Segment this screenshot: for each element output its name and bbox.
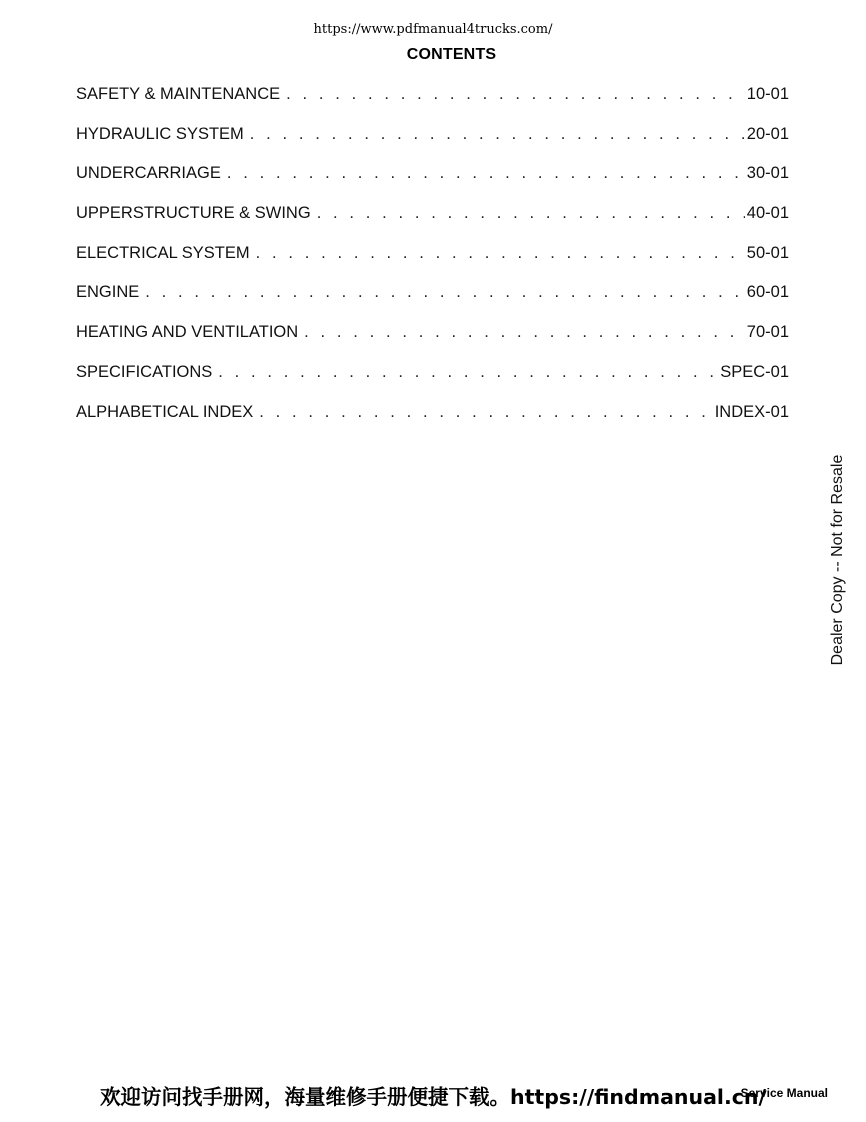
dot-leader [286,85,745,104]
toc-entry-heating-ventilation[interactable] [76,323,789,363]
toc-entry-specifications[interactable] [76,363,789,403]
dot-leader [259,403,712,422]
toc-entry-page: INDEX-01 [714,402,789,421]
dot-leader [218,363,718,382]
toc-entry-alphabetical-index[interactable] [76,403,789,443]
dot-leader [145,283,745,302]
dot-leader [256,244,745,263]
toc-entry-label: ENGINE [76,283,140,302]
toc-entry-label: HYDRAULIC SYSTEM [76,124,244,143]
toc-entry-page: 50-01 [746,243,789,262]
toc-entry-label: ELECTRICAL SYSTEM [76,243,250,262]
dot-leader [317,204,745,223]
toc-entry-label: HEATING AND VENTILATION [76,323,299,342]
dot-leader [227,164,745,183]
toc-entry-label: SPECIFICATIONS [76,362,213,381]
dealer-copy-notice: Dealer Copy -- Not for Resale [829,454,846,666]
dot-leader [304,323,745,342]
toc-entry-label: SAFETY & MAINTENANCE [76,85,281,103]
toc-entry-label: UNDERCARRIAGE [76,164,221,183]
toc-entry-label: ALPHABETICAL INDEX [76,402,254,421]
toc-entry-page: 40-01 [746,204,789,223]
toc-entry-undercarriage[interactable] [76,164,789,204]
table-of-contents [76,85,789,442]
toc-entry-hydraulic-system[interactable] [76,125,789,165]
toc-entry-page: 30-01 [746,164,789,183]
toc-entry-page: 10-01 [746,85,789,103]
footer-manual-label: Service Manual [740,1086,828,1100]
dot-leader [250,125,745,144]
toc-entry-page: SPEC-01 [720,362,789,381]
toc-entry-page: 70-01 [746,323,789,342]
toc-entry-electrical-system[interactable] [76,244,789,284]
toc-entry-upperstructure-swing[interactable] [76,204,789,244]
toc-entry-label: UPPERSTRUCTURE & SWING [76,204,311,223]
page-title: CONTENTS [406,46,497,63]
source-url: https://www.pdfmanual4trucks.com/ [313,22,553,37]
toc-entry-safety-maintenance[interactable] [76,85,789,125]
footer-watermark: 欢迎访问找手册网，海量维修手册便捷下载。https://findmanual.cn/ [100,1085,766,1109]
toc-entry-page: 20-01 [746,124,789,143]
toc-entry-engine[interactable] [76,283,789,323]
toc-entry-page: 60-01 [746,283,789,302]
